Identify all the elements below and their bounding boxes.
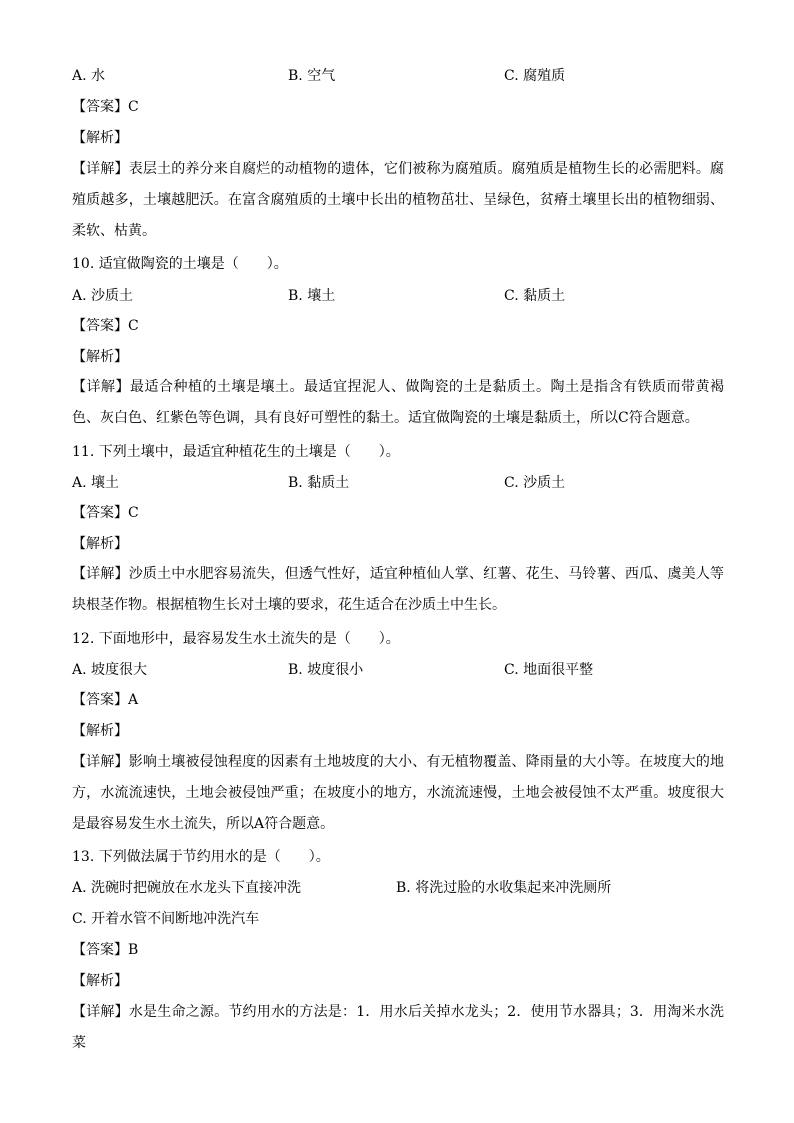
q10-options — [72, 286, 732, 306]
q10-option-a: A. 沙质土 — [72, 288, 134, 304]
q10-question: 10. 适宜做陶瓷的土壤是（ ）。 — [72, 256, 288, 272]
q13-analysis-label: 【解析】 — [72, 973, 128, 989]
q12-question: 12. 下面地形中，最容易发生水土流失的是（ ）。 — [72, 631, 400, 647]
q13-option-b: B. 将洗过脸的水收集起来冲洗厕所 — [396, 880, 612, 896]
q12-analysis-label: 【解析】 — [72, 723, 128, 739]
q9-detail: 【详解】表层土的养分来自腐烂的动植物的遗体，它们被称为腐殖质。腐殖质是植物生长的必需肥料。腐殖质越多，土壤越肥沃。在富含腐殖质的土壤中长出的植物茁壮、呈绿色，贫瘠土壤里长出的植物细弱、柔软、枯黄。 — [72, 161, 724, 239]
q9-option-b: B. 空气 — [288, 68, 336, 84]
q13-option-a: A. 洗碗时把碗放在水龙头下直接冲洗 — [72, 880, 302, 896]
q10-option-b: B. 壤土 — [288, 288, 336, 304]
q13-question: 13. 下列做法属于节约用水的是（ ）。 — [72, 849, 330, 865]
q13-options-row1 — [72, 878, 732, 898]
q9-option-c: C. 腐殖质 — [504, 68, 566, 84]
q11-answer: 【答案】C — [72, 505, 139, 521]
q12-option-a: A. 坡度很大 — [72, 662, 148, 678]
q11-options — [72, 473, 732, 493]
q11-option-a: A. 壤土 — [72, 475, 120, 491]
q12-detail: 【详解】影响土壤被侵蚀程度的因素有土地坡度的大小、有无植物覆盖、降雨量的大小等。在坡度大的地方，水流流速快，土地会被侵蚀严重；在坡度小的地方，水流流速慢，土地会被侵蚀不太严重。坡度很大是最容易发生水土流失，所以A符合题意。 — [72, 754, 724, 832]
q10-answer: 【答案】C — [72, 318, 139, 334]
q12-option-c: C. 地面很平整 — [504, 662, 594, 678]
q11-question: 11. 下列土壤中，最适宜种植花生的土壤是（ ）。 — [72, 444, 400, 460]
q11-analysis-label: 【解析】 — [72, 536, 128, 552]
q13-option-c: C. 开着水管不间断地冲洗汽车 — [72, 911, 260, 927]
q10-option-c: C. 黏质土 — [504, 288, 566, 304]
q12-options — [72, 660, 732, 680]
q11-option-c: C. 沙质土 — [504, 475, 566, 491]
q9-analysis-label: 【解析】 — [72, 130, 128, 146]
q10-analysis-label: 【解析】 — [72, 349, 128, 365]
q9-option-a: A. 水 — [72, 68, 106, 84]
q13-detail: 【详解】水是生命之源。节约用水的方法是：1．用水后关掉水龙头；2．使用节水器具；3．用淘米水洗菜 — [72, 1004, 724, 1051]
q9-options — [72, 66, 732, 86]
q10-detail: 【详解】最适合种植的土壤是壤土。最适宜捏泥人、做陶瓷的土是黏质土。陶土是指含有铁质而带黄褐色、灰白色、红紫色等色调，具有良好可塑性的黏土。适宜做陶瓷的土壤是黏质土，所以C符合题意。 — [72, 379, 724, 426]
q12-answer: 【答案】A — [72, 692, 139, 708]
q11-option-b: B. 黏质土 — [288, 475, 350, 491]
q12-option-b: B. 坡度很小 — [288, 662, 364, 678]
q9-answer: 【答案】C — [72, 99, 139, 115]
q13-answer: 【答案】B — [72, 942, 139, 958]
q11-detail: 【详解】沙质土中水肥容易流失，但透气性好，适宜种植仙人掌、红薯、花生、马铃薯、西瓜、虞美人等块根茎作物。根据植物生长对土壤的要求，花生适合在沙质土中生长。 — [72, 566, 724, 613]
